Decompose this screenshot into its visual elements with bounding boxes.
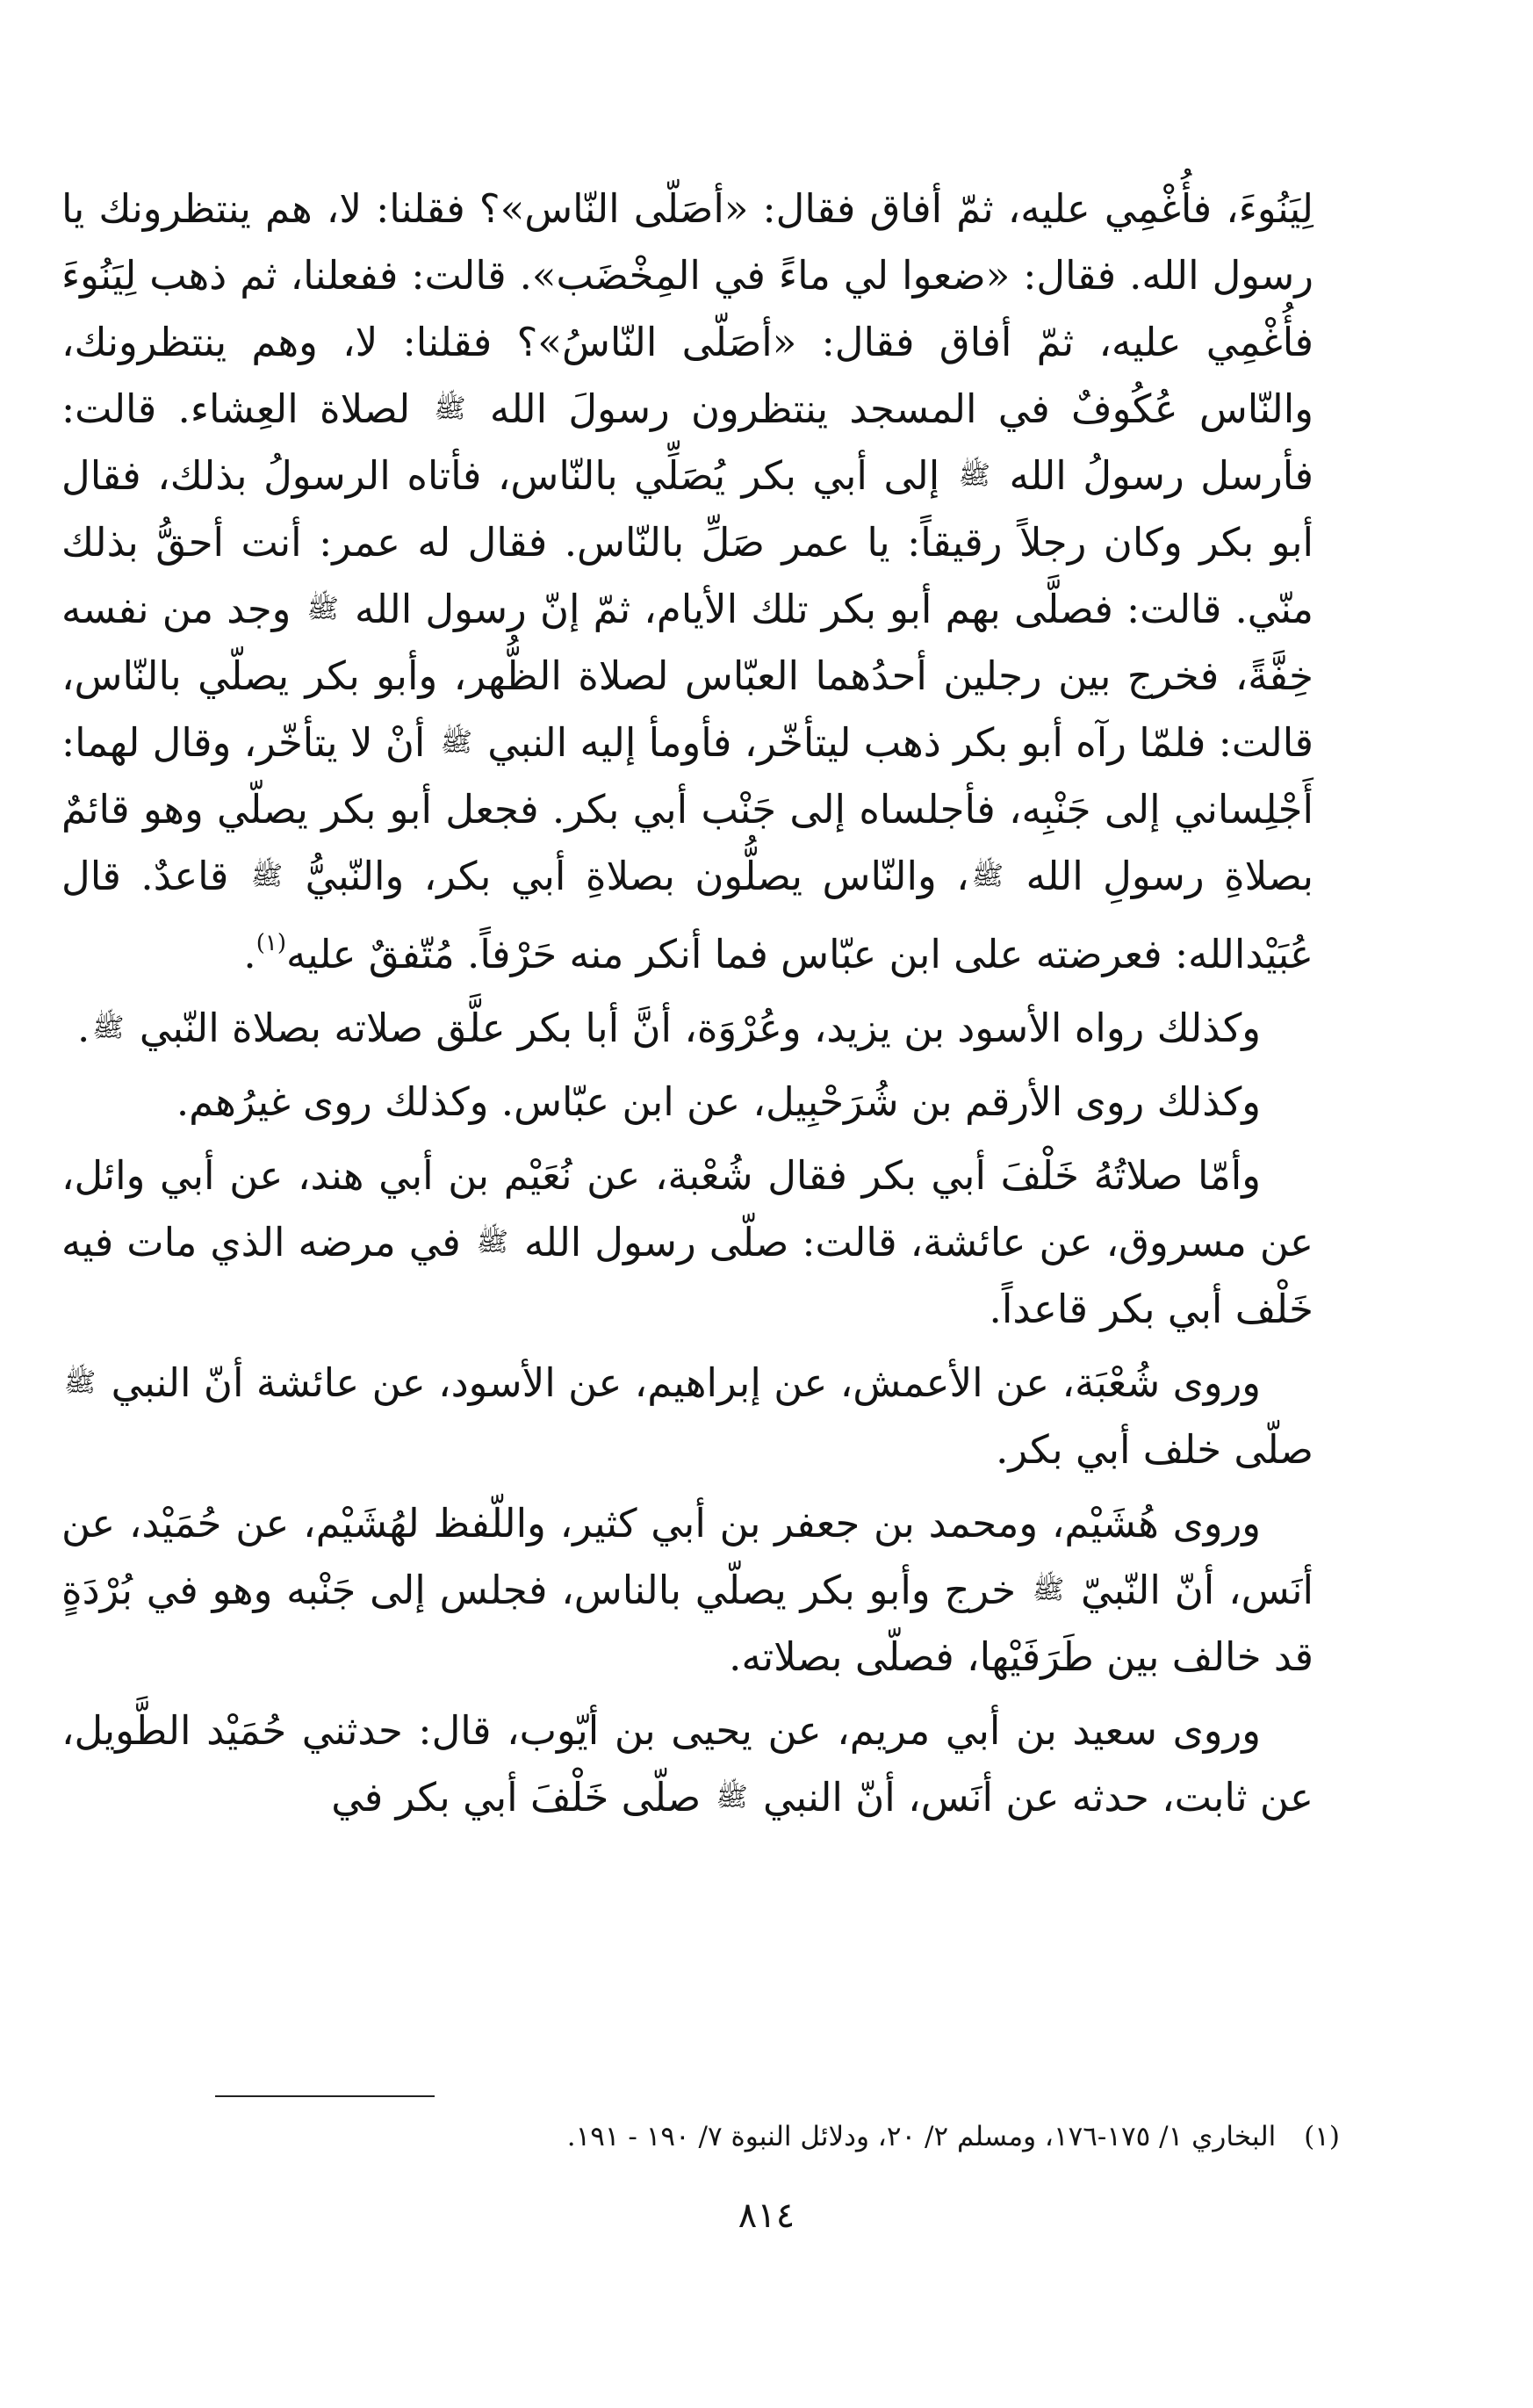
salutation-ligature: ﷺ (92, 1013, 125, 1043)
paragraph (61, 1698, 1313, 1831)
footnote-divider (215, 2095, 435, 2097)
paragraph (61, 1350, 1313, 1483)
text-run: وروى هُشَيْم، ومحمد بن جعفر بن أبي كثير، واللّفظ لهُشَيْم، عن حُمَيْد، عن أنَس، أنّ النّبيّ (61, 1500, 1313, 1613)
salutation-ligature: ﷺ (64, 1367, 97, 1398)
page-number: ٨١٤ (738, 2195, 795, 2236)
paragraph (61, 1143, 1313, 1343)
salutation-ligature: ﷺ (958, 460, 990, 491)
text-run: في مرضه الذي مات فيه خَلْف أبي بكر قاعداً. (61, 1219, 1313, 1332)
paragraph (61, 995, 1313, 1062)
text-run: إلى أبي بكر يُصَلِّي بالنّاس، فأتاه الرسولُ بذلك، فقال أبو بكر وكان رجلاً رقيقاً: يا عمر صَلِّ بالنّاس. فقال له عمر: أنت أحقُّ بذلك منّي. قالت: فصلَّى بهم أبو بكر تلك الأيام، ثمّ إنّ رسول الله (61, 452, 1313, 632)
text-run: خرج وأبو بكر يصلّي بالناس، فجلس إلى جَنْبه وهو في بُرْدَةٍ قد خالف بين طَرَفَيْها، فصلّى بصلاته. (61, 1567, 1313, 1680)
text-run: وكذلك رواه الأسود بن يزيد، وعُرْوَة، أنَّ أبا بكر علَّق صلاته بصلاة النّبي (126, 1005, 1261, 1051)
salutation-ligature: ﷺ (971, 861, 1004, 891)
salutation-ligature: ﷺ (306, 594, 339, 624)
salutation-ligature: ﷺ (476, 1227, 509, 1258)
salutation-ligature: ﷺ (440, 727, 472, 758)
text-run: لصلاة العِشاء. قالت: فأرسل رسولُ الله (61, 386, 1313, 499)
text-run: صلّى خَلْفَ أبي بكر في (331, 1774, 714, 1820)
text-run: لِيَنُوءَ، فأُغْمِي عليه، ثمّ أفاق فقال: «أصَلّى النّاس»؟ فقلنا: لا، هم ينتظرونك يا رسول الله. فقال: «ضعوا لي ماءً في المِخْضَب». قالت: ففعلنا، ثم ذهب لِيَنُوءَ فأُغْمِي عليه، ثمّ أفاق فقال: «أصَلّى النّاسُ»؟ فقلنا: لا، وهم ينتظرونك، والنّاس عُكُوفٌ في المسجد ينتظرون رسولَ الله (61, 185, 1313, 432)
main-text (61, 176, 1313, 1838)
salutation-ligature: ﷺ (1032, 1575, 1065, 1605)
text-run: وروى شُعْبَة، عن الأعمش، عن إبراهيم، عن الأسود، عن عائشة أنّ النبي (98, 1359, 1261, 1406)
paragraph (61, 176, 1313, 988)
footnote-text: البخاري ١/ ١٧٥-١٧٦، ومسلم ٢/ ٢٠، ودلائل النبوة ٧/ ١٩٠ - ١٩١. (566, 2121, 1277, 2152)
text-run: وجد من نفسه خِفَّةً، فخرج بين رجلين أحدُهما العبّاس لصلاة الظُّهر، وأبو بكر يصلّي بالنّاس، قالت: فلمّا رآه أبو بكر ذهب ليتأخّر، فأومأ إليه النبي (61, 586, 1313, 766)
text-run: أنْ لا يتأخّر، وقال لهما: أَجْلِساني إلى جَنْبِه، فأجلساه إلى جَنْب أبي بكر. فجعل أبو بكر يصلّي وهو قائمٌ بصلاةِ رسولِ الله (61, 719, 1313, 899)
paragraph (61, 1069, 1313, 1136)
text-run: وأمّا صلاتُهُ خَلْفَ أبي بكر فقال شُعْبة، عن نُعَيْم بن أبي هند، عن أبي وائل، عن مسروق، عن عائشة، قالت: صلّى رسول الله (61, 1152, 1313, 1265)
text-run: . (243, 931, 256, 977)
text-run: . (76, 1005, 90, 1051)
text-run: وكذلك روى الأرقم بن شُرَحْبِيل، عن ابن عبّاس. وكذلك روى غيرُهم. (176, 1078, 1261, 1125)
salutation-ligature: ﷺ (716, 1782, 748, 1813)
text-run: قاعدٌ. قال عُبَيْدالله: فعرضته على ابن عبّاس فما أنكر منه حَرْفاً. مُتّفقٌ عليه (61, 853, 1313, 977)
footnote-mark: (١) (1304, 2121, 1340, 2152)
footnote-reference: (١) (256, 930, 286, 956)
salutation-ligature: ﷺ (250, 861, 284, 891)
text-run: وروى سعيد بن أبي مريم، عن يحيى بن أيّوب، قال: حدثني حُمَيْد الطَّويل، عن ثابت، حدثه عن أنَس، أنّ النبي (61, 1707, 1313, 1820)
paragraph (61, 1490, 1313, 1691)
text-run: صلّى خلف أبي بكر. (996, 1426, 1313, 1473)
footnote (79, 2116, 1340, 2157)
salutation-ligature: ﷺ (434, 393, 466, 424)
text-run: ، والنّاس يصلُّون بصلاةِ أبي بكر، والنّبيُّ (285, 853, 969, 899)
